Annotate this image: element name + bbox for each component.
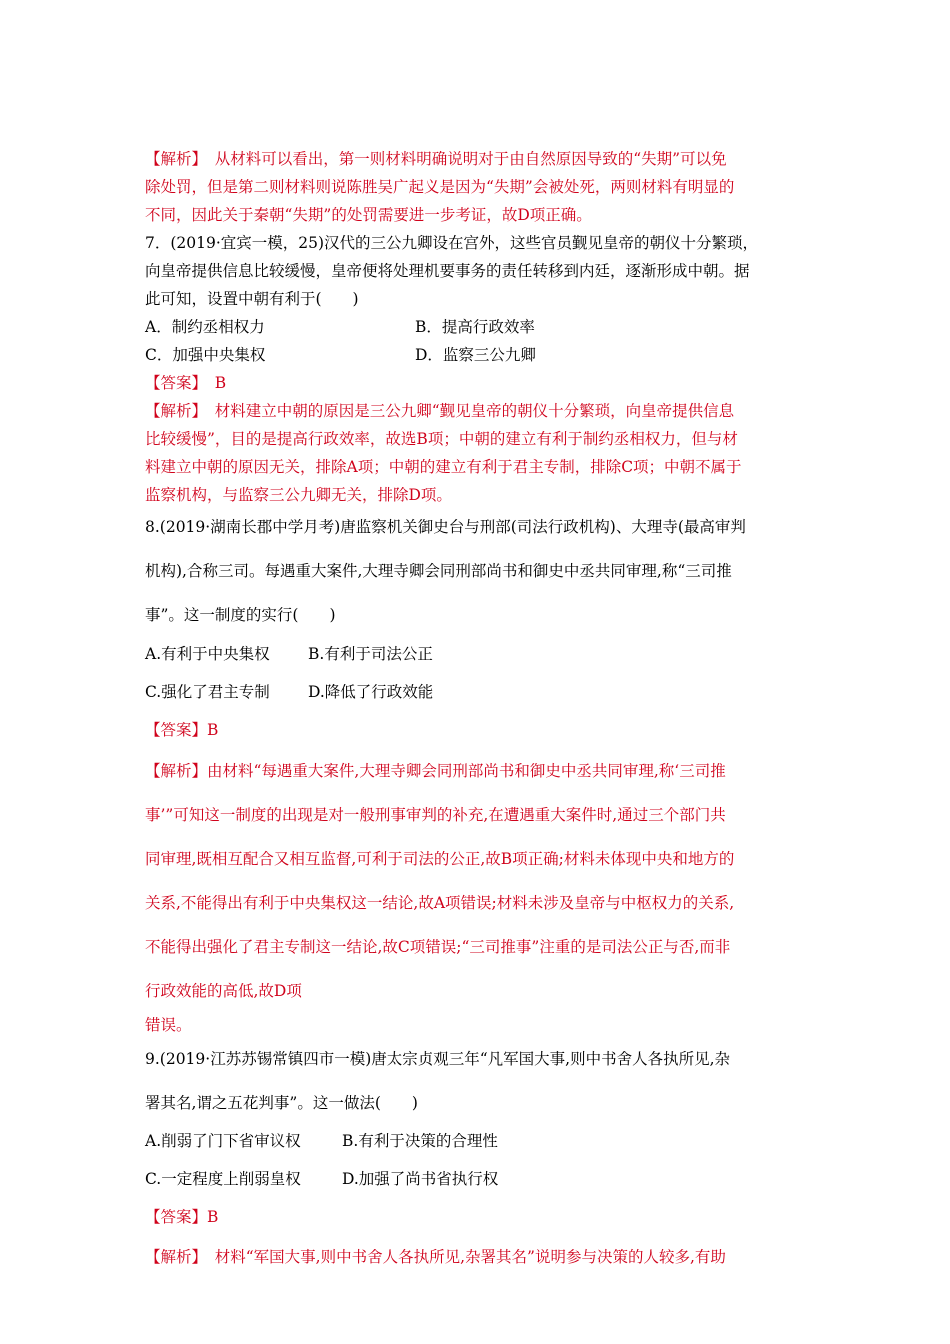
analysis-q6-line3: 不同，因此关于秦朝“失期”的处罚需要进一步考证，故D项正确。 [145,206,592,224]
q8-option-b: B.有利于司法公正 [308,645,433,663]
q9-analysis-line1: 【解析】 材料“军国大事,则中书舍人各执所见,杂署其名”说明参与决策的人较多,有助 [145,1248,726,1266]
q8-analysis-line1: 【解析】由材料“每遇重大案件,大理寺卿会同刑部尚书和御史中丞共同审理,称‘三司推 [145,762,726,780]
q8-option-a: A.有利于中央集权 [145,645,270,663]
q7-option-d: D．监察三公九卿 [415,346,536,364]
q9-option-c: C.一定程度上削弱皇权 [145,1170,301,1188]
q7-analysis-line2: 比较缓慢”，目的是提高行政效率，故选B项；中朝的建立有利于制约丞相权力，但与材 [145,430,738,448]
q8-analysis-line2: 事’”可知这一制度的出现是对一般刑事审判的补充,在遭遇重大案件时,通过三个部门共 [145,806,726,824]
q8-analysis-line4: 关系,不能得出有利于中央集权这一结论,故A项错误;材料未涉及皇帝与中枢权力的关系, [145,894,735,912]
q7-analysis-line3: 料建立中朝的原因无关，排除A项；中朝的建立有利于君主专制，排除C项；中朝不属于 [145,458,742,476]
q7-analysis-line4: 监察机构，与监察三公九卿无关，排除D项。 [145,486,452,504]
q9-option-a: A.削弱了门下省审议权 [145,1132,301,1150]
q7-stem-line1: 7．(2019·宜宾一模，25)汉代的三公九卿设在宫外，这些官员觐见皇帝的朝仪十分繁琐， [145,234,759,252]
q8-analysis-line7: 错误。 [145,1016,192,1034]
q9-option-b: B.有利于决策的合理性 [342,1132,498,1150]
q7-analysis-line1: 【解析】 材料建立中朝的原因是三公九卿“觐见皇帝的朝仪十分繁琐，向皇帝提供信息 [145,402,735,420]
q8-option-c: C.强化了君主专制 [145,683,270,701]
q8-answer: 【答案】B [145,721,219,739]
q9-answer: 【答案】B [145,1208,219,1226]
q7-option-c: C．加强中央集权 [145,346,266,364]
q8-stem-line3: 事”。这一制度的实行( ) [145,606,336,624]
q7-option-a: A．制约丞相权力 [145,318,265,336]
q7-stem-line3: 此可知，设置中朝有利于( ) [145,290,359,308]
analysis-q6-line2: 除处罚，但是第二则材料则说陈胜吴广起义是因为“失期”会被处死，两则材料有明显的 [145,178,735,196]
q7-stem-line2: 向皇帝提供信息比较缓慢，皇帝便将处理机要事务的责任转移到内廷，逐渐形成中朝。据 [145,262,750,280]
q9-option-d: D.加强了尚书省执行权 [342,1170,499,1188]
q8-stem-line2: 机构),合称三司。每遇重大案件,大理寺卿会同刑部尚书和御史中丞共同审理,称“三司推 [145,562,732,580]
q8-option-d: D.降低了行政效能 [308,683,434,701]
q8-analysis-line6: 行政效能的高低,故D项 [145,982,302,1000]
analysis-q6-line1: 【解析】 从材料可以看出，第一则材料明确说明对于由自然原因导致的“失期”可以免 [145,150,727,168]
q8-analysis-line3: 同审理,既相互配合又相互监督,可利于司法的公正,故B项正确;材料未体现中央和地方的 [145,850,735,868]
q9-stem-line2: 署其名,谓之五花判事”。这一做法( ) [145,1094,418,1112]
q7-option-b: B．提高行政效率 [415,318,535,336]
q7-answer: 【答案】 B [145,374,227,392]
q9-stem-line1: 9.(2019·江苏苏锡常镇四市一模)唐太宗贞观三年“凡军国大事,则中书舍人各执所见,杂 [145,1050,731,1068]
q8-analysis-line5: 不能得出强化了君主专制这一结论,故C项错误;“三司推事”注重的是司法公正与否,而非 [145,938,731,956]
q8-stem-line1: 8.(2019·湖南长郡中学月考)唐监察机关御史台与刑部(司法行政机构)、大理寺(最高审判 [145,518,746,536]
